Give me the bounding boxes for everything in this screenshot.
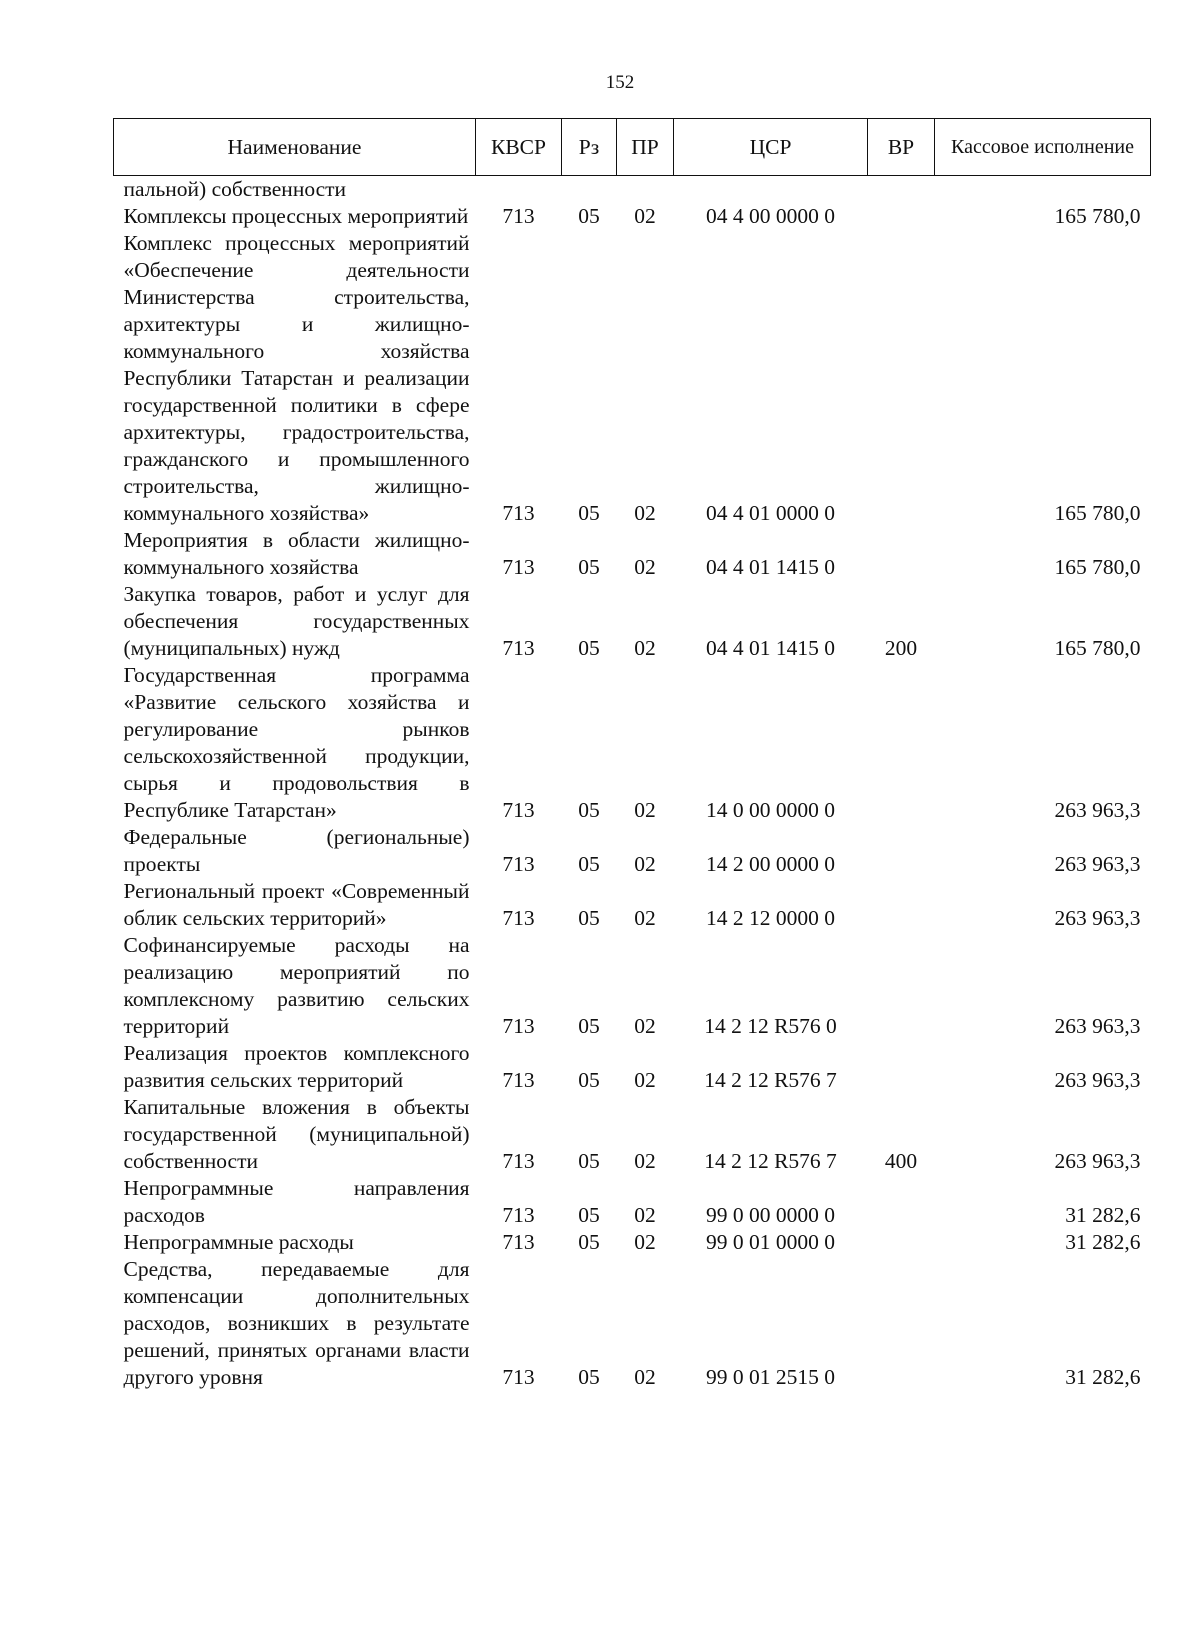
row-name: Непрограммные расходы [123,1230,354,1254]
row-name: Реализация проектов комплексного развития сельских территорий [123,1041,470,1092]
row-vr: 200 [884,636,918,660]
table-row [114,932,1151,1040]
row-pr: 02 [634,1014,656,1038]
row-csr: 99 0 01 0000 0 [706,1230,835,1254]
row-kvsr: 713 [502,906,535,930]
row-kvsr: 713 [502,501,535,525]
row-kvsr: 713 [502,1365,535,1389]
row-vr [868,1256,935,1391]
row-amount: 165 780,0 [1054,204,1141,228]
row-pr: 02 [634,906,656,930]
row-rz: 05 [578,1014,600,1038]
column-header-rz: Рз [562,119,617,176]
row-name: Региональный проект «Современный облик сельских территорий» [123,879,470,930]
row-kvsr: 713 [502,1149,535,1173]
row-rz: 05 [578,1068,600,1092]
row-kvsr [476,176,562,204]
row-pr: 02 [634,1068,656,1092]
table-row [114,1094,1151,1175]
table-header [114,119,1151,176]
row-pr: 02 [634,1149,656,1173]
row-rz: 05 [578,636,600,660]
row-rz: 05 [578,1149,600,1173]
row-rz: 05 [578,555,600,579]
row-csr: 14 2 12 R576 7 [704,1068,837,1092]
row-kvsr: 713 [502,1014,535,1038]
row-rz: 05 [578,204,600,228]
budget-table [113,118,1151,1391]
row-csr: 14 2 12 R576 7 [704,1149,837,1173]
table-row [114,1175,1151,1229]
row-csr: 99 0 01 2515 0 [706,1365,835,1389]
row-pr: 02 [634,1230,656,1254]
row-kvsr: 713 [502,1068,535,1092]
row-csr: 04 4 01 1415 0 [706,555,835,579]
row-kvsr: 713 [502,204,535,228]
row-pr: 02 [634,1365,656,1389]
row-vr [868,878,935,932]
row-vr [868,932,935,1040]
column-header-vr: ВР [868,119,935,176]
row-csr: 99 0 00 0000 0 [706,1203,835,1227]
row-rz: 05 [578,906,600,930]
table-row [114,1256,1151,1391]
row-rz: 05 [578,1365,600,1389]
row-csr: 04 4 01 0000 0 [706,501,835,525]
row-amount [935,176,1151,204]
row-pr: 02 [634,1203,656,1227]
table-row [114,878,1151,932]
row-rz: 05 [578,501,600,525]
row-pr: 02 [634,555,656,579]
row-rz: 05 [578,798,600,822]
row-amount: 263 963,3 [1054,852,1141,876]
row-amount: 263 963,3 [1054,1014,1141,1038]
row-amount: 165 780,0 [1054,555,1141,579]
row-amount: 31 282,6 [1065,1203,1141,1227]
table-row [114,527,1151,581]
row-rz: 05 [578,1203,600,1227]
row-name: Закупка товаров, работ и услуг для обеспечения государственных (муниципальных) нужд [123,582,470,660]
table-row [114,824,1151,878]
row-amount: 31 282,6 [1065,1230,1141,1254]
row-csr: 14 2 12 R576 0 [704,1014,837,1038]
row-kvsr: 713 [502,555,535,579]
row-csr: 04 4 00 0000 0 [706,204,835,228]
table-body [114,176,1151,1392]
row-name: пальной) собственности [123,177,347,201]
row-kvsr: 713 [502,636,535,660]
row-kvsr: 713 [502,1203,535,1227]
row-pr [617,176,674,204]
row-csr: 14 2 12 0000 0 [706,906,835,930]
row-amount: 263 963,3 [1054,798,1141,822]
row-vr [868,662,935,824]
row-vr [868,203,935,230]
row-amount: 263 963,3 [1054,906,1141,930]
row-csr: 04 4 01 1415 0 [706,636,835,660]
row-pr: 02 [634,852,656,876]
row-rz: 05 [578,1230,600,1254]
row-name: Государственная программа «Развитие сельского хозяйства и регулирование рынков сельскохозяйственной продукции, сырья и продовольствия в Республике Татарстан» [123,663,470,822]
row-kvsr: 713 [502,798,535,822]
row-vr [868,176,935,204]
row-vr: 400 [884,1149,918,1173]
row-name: Капитальные вложения в объекты государственной (муниципальной) собственности [123,1095,470,1173]
column-header-csr: ЦСР [674,119,868,176]
row-pr: 02 [634,501,656,525]
row-amount: 31 282,6 [1065,1365,1141,1389]
table-row [114,230,1151,527]
table-row [114,662,1151,824]
row-pr: 02 [634,798,656,822]
row-name: Средства, передаваемые для компенсации дополнительных расходов, возникших в результате решений, принятых органами власти другого уровня [123,1257,470,1389]
row-amount: 263 963,3 [1054,1068,1141,1092]
row-kvsr: 713 [502,852,535,876]
row-name: Федеральные (региональные) проекты [123,825,470,876]
row-name: Комплексы процессных мероприятий [123,204,469,228]
row-vr [868,527,935,581]
row-name: Софинансируемые расходы на реализацию мероприятий по комплексному развитию сельских территорий [123,933,470,1038]
row-kvsr: 713 [502,1230,535,1254]
row-rz [562,176,617,204]
row-name: Мероприятия в области жилищно-коммунального хозяйства [123,528,470,579]
row-vr [868,1175,935,1229]
row-pr: 02 [634,636,656,660]
row-csr: 14 0 00 0000 0 [706,798,835,822]
table-row [114,176,1151,204]
row-amount: 263 963,3 [1054,1149,1141,1173]
row-vr [868,230,935,527]
row-amount: 165 780,0 [1054,501,1141,525]
row-csr [674,176,868,204]
table-row [114,1040,1151,1094]
row-csr: 14 2 00 0000 0 [706,852,835,876]
row-vr [868,1229,935,1256]
row-name: Непрограммные направления расходов [123,1176,470,1227]
table-row [114,203,1151,230]
row-name: Комплекс процессных мероприятий «Обеспечение деятельности Министерства строительства, архитектуры и жилищно-коммунального хозяйства Республики Татарстан и реализации государственной политики в сфере архитектуры, градостроительства, гражданского и промышленного строительства, жилищно-коммунального хозяйства» [123,231,470,525]
column-header-name: Наименование [114,119,476,176]
row-vr [868,824,935,878]
row-rz: 05 [578,852,600,876]
row-pr: 02 [634,204,656,228]
column-header-pr: ПР [617,119,674,176]
column-header-kasso: Кассовое исполнение [935,119,1151,176]
row-vr [868,1040,935,1094]
column-header-kvsr: КВСР [476,119,562,176]
table-row [114,581,1151,662]
table-row [114,1229,1151,1256]
row-amount: 165 780,0 [1054,636,1141,660]
page-number: 152 [605,72,635,93]
